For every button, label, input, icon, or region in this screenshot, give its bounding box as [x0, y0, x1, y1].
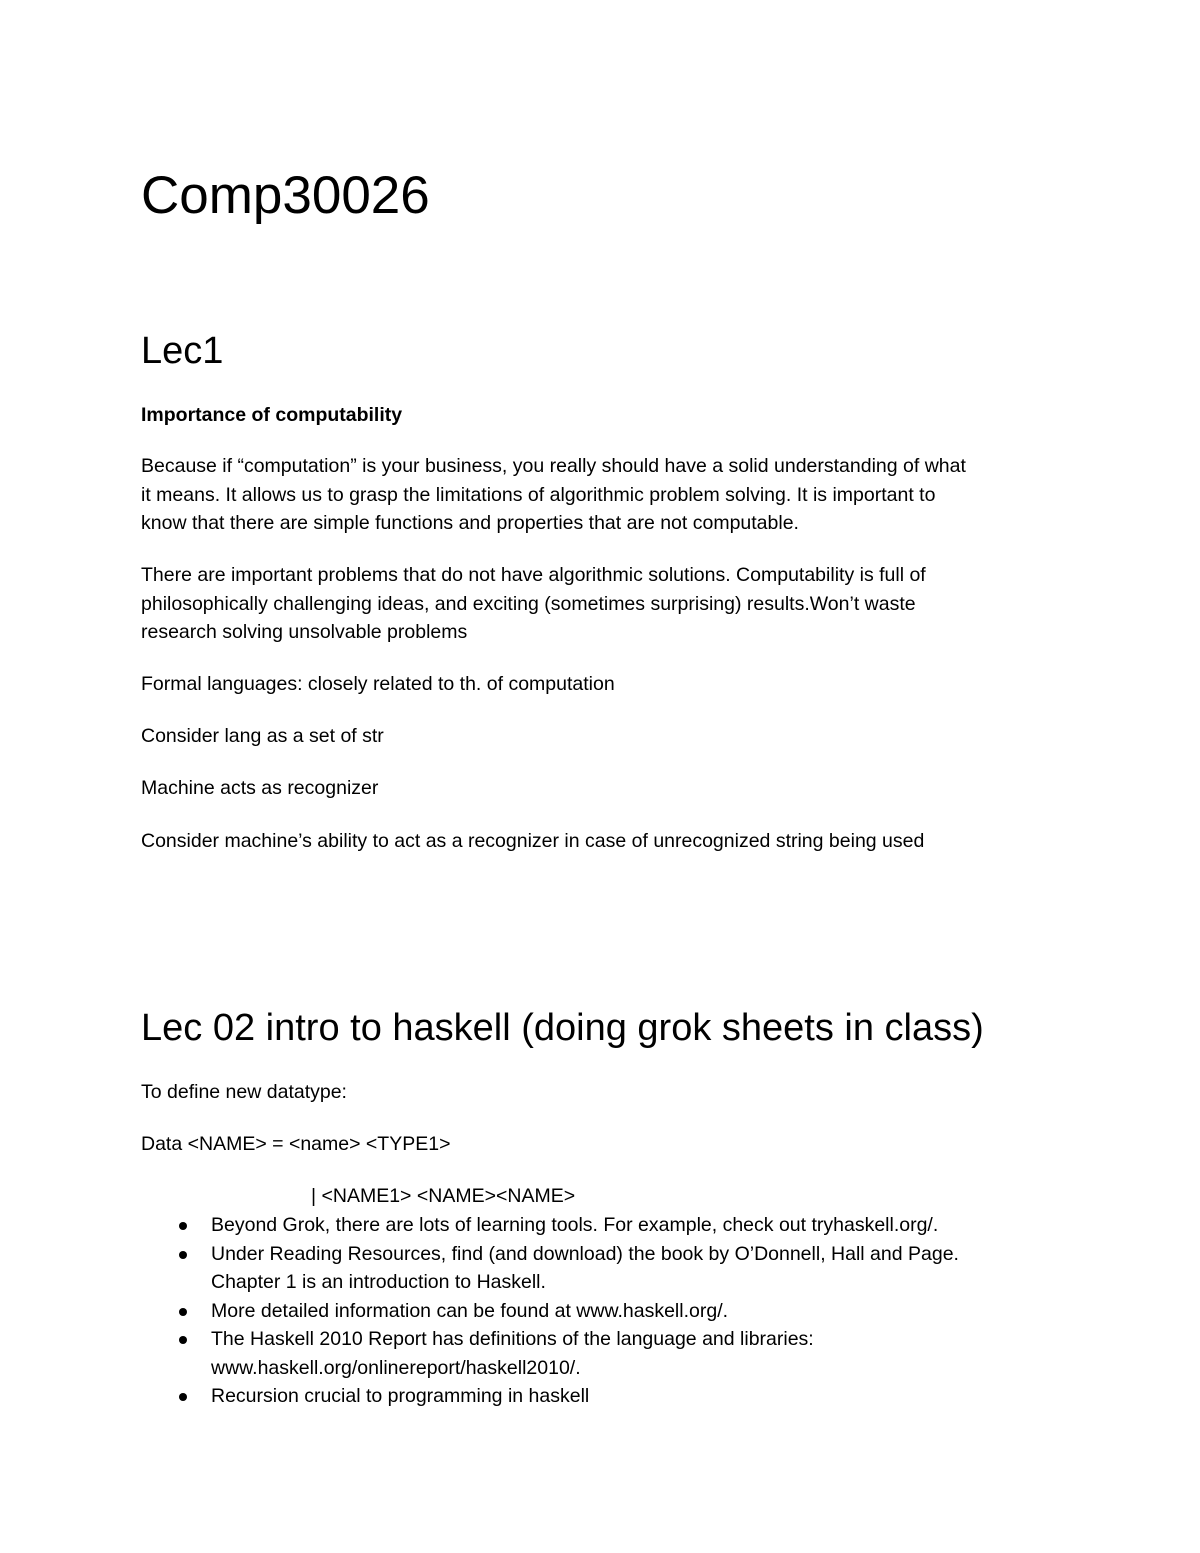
document-title: Comp30026 — [141, 166, 430, 225]
resources-bullet-list — [141, 1211, 959, 1411]
consider-machine-line: Consider machine’s ability to act as a recognizer in case of unrecognized string being used — [141, 830, 925, 852]
list-item — [141, 1240, 959, 1297]
paragraph-line: research solving unsolvable problems — [141, 621, 468, 643]
list-item-text: More detailed information can be found at www.haskell.org/. — [211, 1299, 729, 1322]
lec1-heading: Lec1 — [141, 330, 224, 372]
list-item — [141, 1382, 959, 1411]
define-datatype-line: To define new datatype: — [141, 1081, 347, 1103]
list-item — [141, 1325, 959, 1382]
bullet-icon — [179, 1222, 187, 1230]
data-definition-line: Data <NAME> = <name> <TYPE1> — [141, 1133, 451, 1155]
consider-lang-line: Consider lang as a set of str — [141, 725, 384, 747]
paragraph-line: There are important problems that do not have algorithmic solutions. Computability is full of — [141, 564, 926, 586]
lec1-paragraph-2 — [141, 561, 1071, 647]
bullet-icon — [179, 1308, 187, 1316]
list-item-text: The Haskell 2010 Report has definitions of the language and libraries: — [211, 1328, 814, 1350]
list-item-text: Recursion crucial to programming in haskell — [211, 1385, 590, 1407]
lec1-subheading: Importance of computability — [141, 404, 403, 426]
paragraph-line: it means. It allows us to grasp the limitations of algorithmic problem solving. It is important to — [141, 483, 936, 506]
paragraph-line: Because if “computation” is your business, you really should have a solid understanding of what — [141, 455, 966, 477]
machine-recognizer-line: Machine acts as recognizer — [141, 777, 379, 799]
paragraph-line: philosophically challenging ideas, and exciting (sometimes surprising) results.Won’t waste — [141, 592, 916, 615]
paragraph-line: know that there are simple functions and properties that are not computable. — [141, 512, 799, 534]
bullet-icon — [179, 1251, 187, 1259]
list-item-text: Under Reading Resources, find (and download) the book by O’Donnell, Hall and Page. — [211, 1242, 959, 1265]
formal-languages-line: Formal languages: closely related to th. of computation — [141, 673, 615, 695]
list-item — [141, 1211, 959, 1240]
list-item-text: Chapter 1 is an introduction to Haskell. — [211, 1271, 546, 1293]
bullet-icon — [179, 1336, 187, 1344]
lec1-paragraph-1 — [141, 452, 1071, 538]
lec2-heading: Lec 02 intro to haskell (doing grok sheets in class) — [141, 1007, 984, 1049]
data-alternative-line: | <NAME1> <NAME><NAME> — [311, 1185, 576, 1207]
bullet-icon — [179, 1393, 187, 1401]
list-item-text: Beyond Grok, there are lots of learning tools. For example, check out tryhaskell.org/. — [211, 1214, 939, 1236]
list-item — [141, 1297, 959, 1326]
list-item-text: www.haskell.org/onlinereport/haskell2010/. — [211, 1356, 581, 1379]
